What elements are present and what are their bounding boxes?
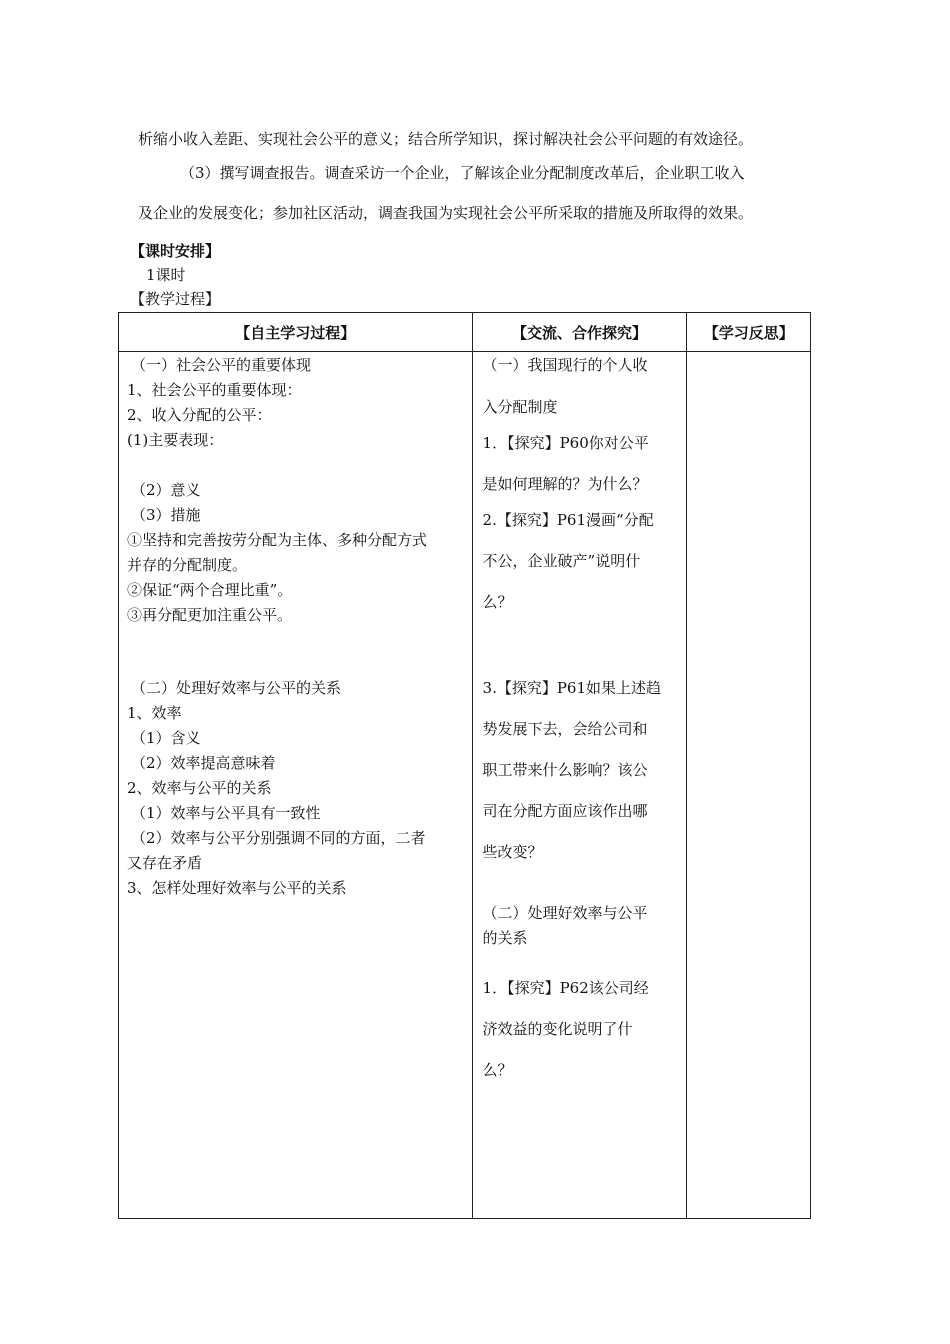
intro-line-3: 及企业的发展变化；参加社区活动，调查我国为实现社会公平所采取的措施及所取得的效果。 (138, 204, 754, 222)
self-study-cell (119, 352, 473, 1219)
list-item: 2.【探究】P61漫画“分配 (482, 511, 654, 529)
list-item: 职工带来什么影响？该公 (482, 761, 648, 779)
list-item: 2、效率与公平的关系 (127, 779, 272, 797)
exchange-explore-cell (472, 352, 687, 1219)
process-heading: 【教学过程】 (130, 290, 221, 308)
list-item: 些改变？ (482, 843, 543, 861)
list-item: 是如何理解的？为什么？ (482, 475, 648, 493)
list-item: （2）效率提高意味着 (131, 754, 276, 772)
list-item: （2）意义 (131, 481, 201, 499)
list-item: （二）处理好效率与公平 (482, 904, 648, 922)
table-body-row (119, 352, 811, 1219)
list-item: 3.【探究】P61如果上述趋 (482, 679, 662, 697)
header-exchange-explore: 【交流、合作探究】 (472, 313, 687, 352)
list-item: 入分配制度 (482, 398, 558, 416)
list-item: 不公，企业破产”说明什 (482, 552, 641, 570)
list-item: 么？ (482, 1061, 513, 1079)
list-item: ①坚持和完善按劳分配为主体、多种分配方式 (127, 531, 428, 549)
list-item: 势发展下去，会给公司和 (482, 720, 648, 738)
list-item: （1）含义 (131, 729, 201, 747)
table-header-row (119, 313, 811, 352)
header-self-study: 【自主学习过程】 (119, 313, 473, 352)
list-item: （一）社会公平的重要体现 (131, 356, 312, 374)
list-item: ③再分配更加注重公平。 (127, 606, 293, 624)
reflection-cell (687, 352, 811, 1219)
intro-line-1: 析缩小收入差距、实现社会公平的意义；结合所学知识，探讨解决社会公平问题的有效途径。 (138, 130, 754, 148)
list-item: （3）措施 (131, 506, 201, 524)
list-item: （2）效率与公平分别强调不同的方面，二者 (131, 829, 426, 847)
list-item: 济效益的变化说明了什 (482, 1020, 633, 1038)
list-item: （一）我国现行的个人收 (482, 356, 648, 374)
list-item: ②保证“两个合理比重”。 (127, 581, 293, 599)
list-item: （1）效率与公平具有一致性 (131, 804, 321, 822)
list-item: 1．【探究】P62该公司经 (482, 979, 649, 997)
schedule-heading: 【课时安排】 (130, 242, 221, 260)
list-item: （二）处理好效率与公平的关系 (131, 679, 342, 697)
list-item: 1．【探究】P60你对公平 (482, 434, 649, 452)
list-item: 又存在矛盾 (127, 854, 203, 872)
list-item: 3、怎样处理好效率与公平的关系 (127, 879, 347, 897)
list-item: 的关系 (482, 929, 528, 947)
header-reflection: 【学习反思】 (687, 313, 811, 352)
list-item: 1、效率 (127, 704, 182, 722)
list-item: 并存的分配制度。 (127, 556, 248, 574)
intro-line-2: （3）撰写调查报告。调查采访一个企业，了解该企业分配制度改革后，企业职工收入 (180, 164, 745, 182)
list-item: (1)主要表现： (127, 431, 224, 449)
list-item: 司在分配方面应该作出哪 (482, 802, 648, 820)
list-item: 么？ (482, 593, 513, 611)
list-item: 1、社会公平的重要体现： (127, 381, 302, 399)
teaching-process-table (118, 312, 811, 1219)
schedule-value: 1课时 (146, 266, 186, 284)
list-item: 2、收入分配的公平： (127, 406, 272, 424)
